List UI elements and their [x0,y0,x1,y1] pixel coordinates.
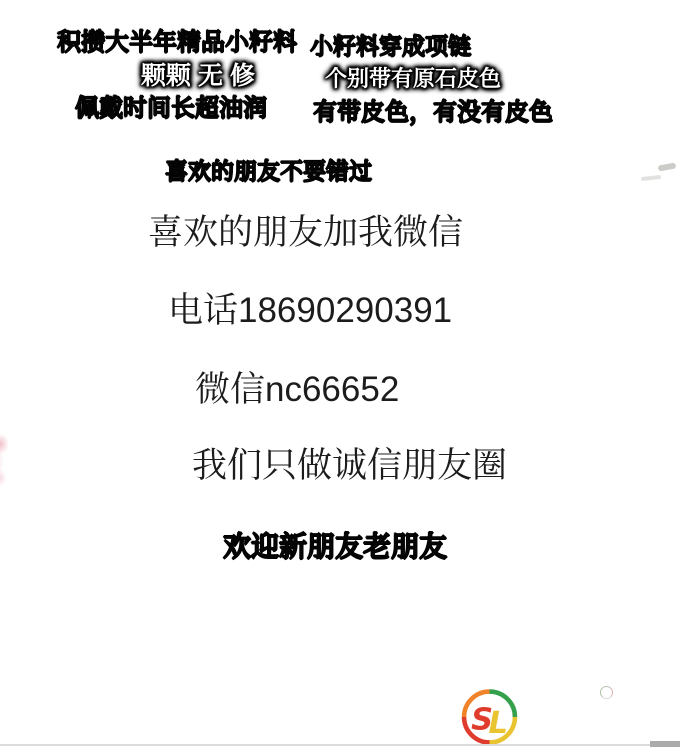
tiny-ring-mark [600,686,613,699]
logo-letter-s: S [471,702,494,738]
bottom-right-corner-mark [650,741,680,747]
right-edge-smudge [658,162,677,171]
contact-trust-line: 我们只做诚信朋友圈 [192,446,508,485]
bottom-rule [0,744,680,746]
contact-phone-line: 电话18690290391 [168,291,453,330]
left-edge-pink-smudge [0,434,18,504]
headline-left-line3: 佩戴时间长超油润 [75,95,267,122]
contact-wechat-line: 微信nc66652 [195,370,400,409]
contact-add-wechat-line: 喜欢的朋友加我微信 [148,213,464,252]
headline-right-line1: 小籽料穿成项链 [310,33,471,59]
headline-right-line3: 有带皮色，有没有皮色 [313,99,553,126]
headline-left-line1: 积攒大半年精品小籽料 [57,29,297,56]
tagline: 喜欢的朋友不要错过 [165,158,372,184]
headline-left-line2-inverted: 颗颗 无 修 [141,62,255,90]
logo-letter-l: L [488,705,508,741]
welcome-line: 欢迎新朋友老朋友 [223,531,448,562]
sl-logo [461,688,518,746]
headline-right-line2-inverted: 个别带有原石皮色 [325,66,502,91]
right-edge-smudge [641,175,661,181]
